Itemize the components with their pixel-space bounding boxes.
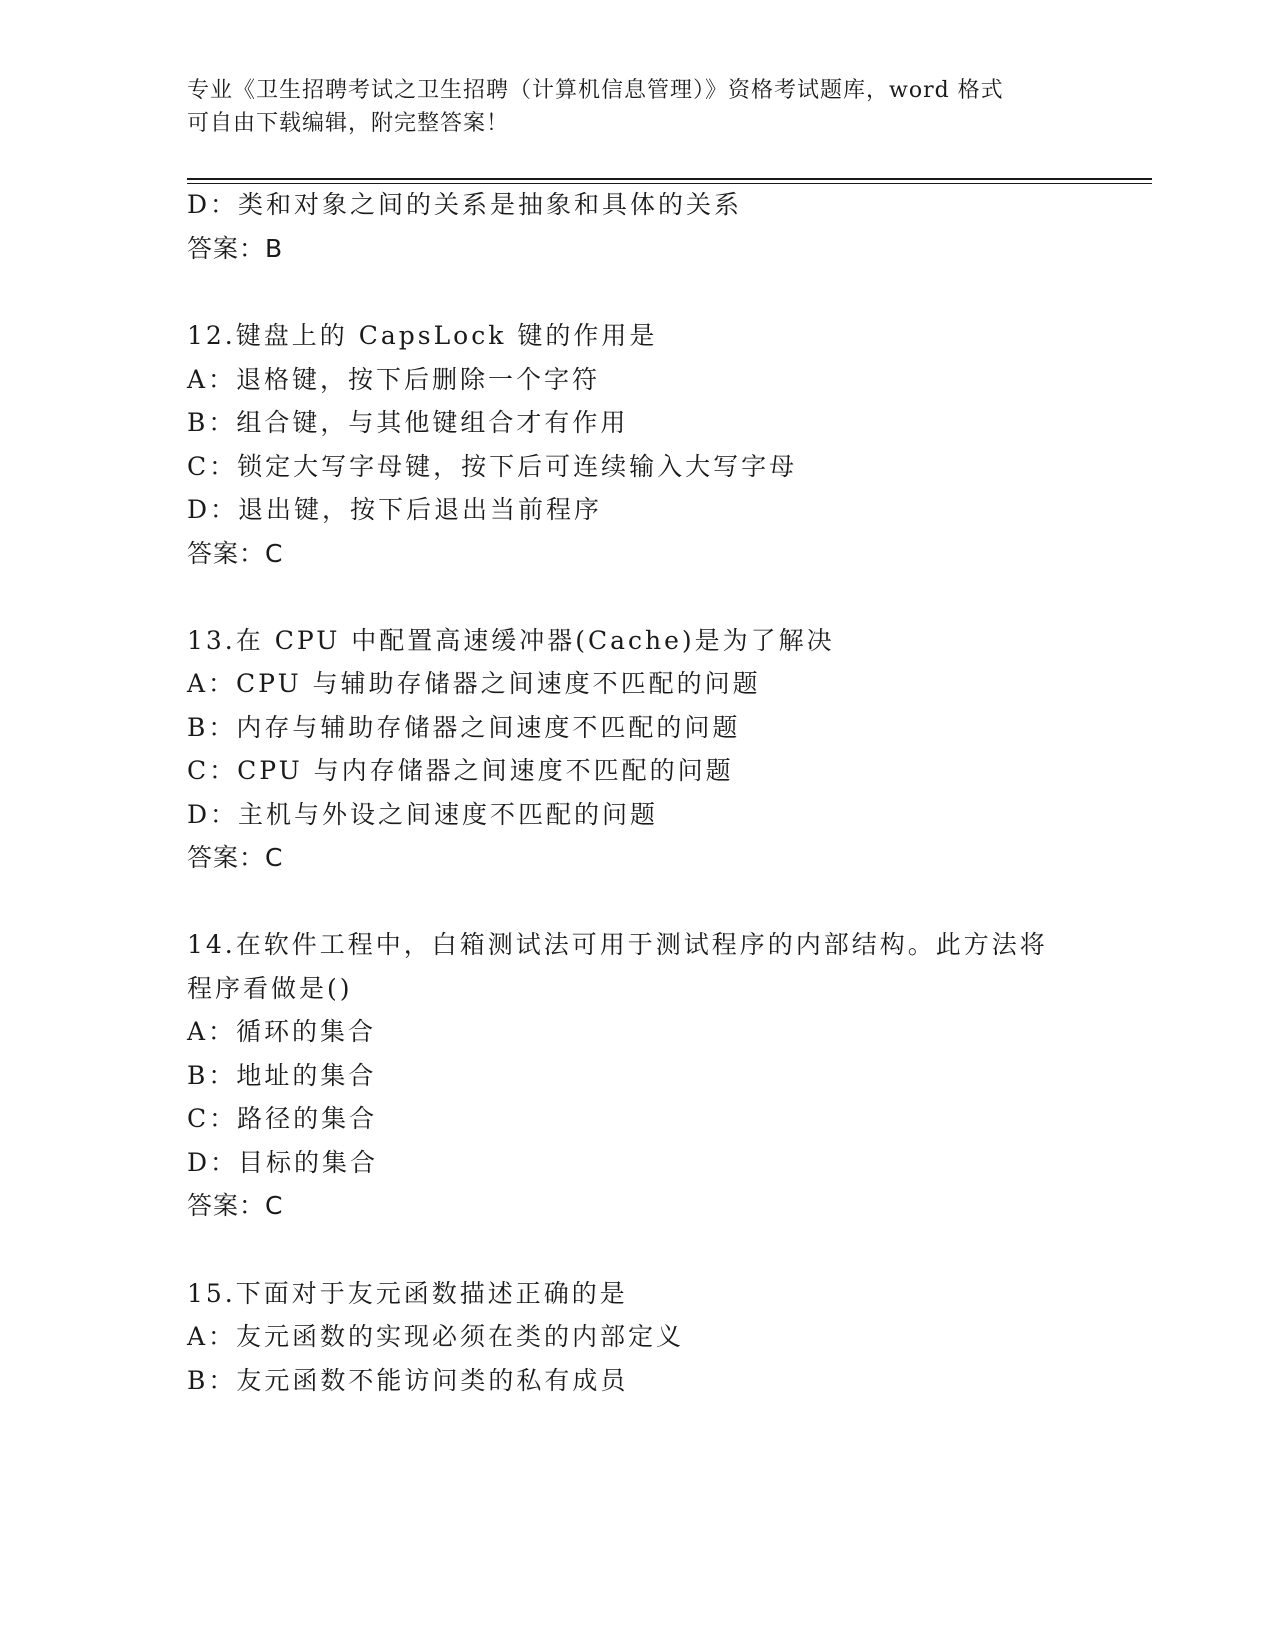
option-b: B：组合键，与其他键组合才有作用 xyxy=(187,408,629,437)
option-a: A：友元函数的实现必须在类的内部定义 xyxy=(187,1322,685,1351)
option-c: C：CPU 与内存储器之间速度不匹配的问题 xyxy=(187,756,734,785)
option-c: C：路径的集合 xyxy=(187,1104,378,1133)
option-a: A：CPU 与辅助存储器之间速度不匹配的问题 xyxy=(187,669,761,698)
question-stem: 15.下面对于友元函数描述正确的是 xyxy=(187,1279,628,1308)
answer: 答案：C xyxy=(187,539,284,568)
header-divider-thin xyxy=(187,183,1152,184)
option-b: B：地址的集合 xyxy=(187,1061,377,1090)
header-title-line-1: 专业《卫生招聘考试之卫生招聘（计算机信息管理）》资格考试题库，word 格式 xyxy=(187,78,1004,103)
document-header xyxy=(187,74,1067,140)
answer: 答案：C xyxy=(187,843,284,872)
option-d: D：主机与外设之间速度不匹配的问题 xyxy=(187,800,659,829)
option-d: D：目标的集合 xyxy=(187,1148,379,1177)
question-stem-line-2: 程序看做是() xyxy=(187,974,353,1003)
header-title-line-2: 可自由下载编辑，附完整答案！ xyxy=(187,111,510,136)
option-b: B：友元函数不能访问类的私有成员 xyxy=(187,1366,629,1395)
header-divider-thick xyxy=(187,178,1152,180)
question-stem-line-1: 14.在软件工程中，白箱测试法可用于测试程序的内部结构。此方法将 xyxy=(187,930,1048,959)
answer: 答案：B xyxy=(187,234,284,263)
answer: 答案：C xyxy=(187,1191,284,1220)
option-d: D：类和对象之间的关系是抽象和具体的关系 xyxy=(187,190,743,219)
question-stem: 12.键盘上的 CapsLock 键的作用是 xyxy=(187,321,658,350)
option-c: C：锁定大写字母键，按下后可连续输入大写字母 xyxy=(187,452,798,481)
option-b: B：内存与辅助存储器之间速度不匹配的问题 xyxy=(187,713,741,742)
option-a: A：循环的集合 xyxy=(187,1017,377,1046)
option-d: D：退出键，按下后退出当前程序 xyxy=(187,495,603,524)
question-stem: 13.在 CPU 中配置高速缓冲器(Cache)是为了解决 xyxy=(187,626,835,655)
option-a: A：退格键，按下后删除一个字符 xyxy=(187,365,601,394)
